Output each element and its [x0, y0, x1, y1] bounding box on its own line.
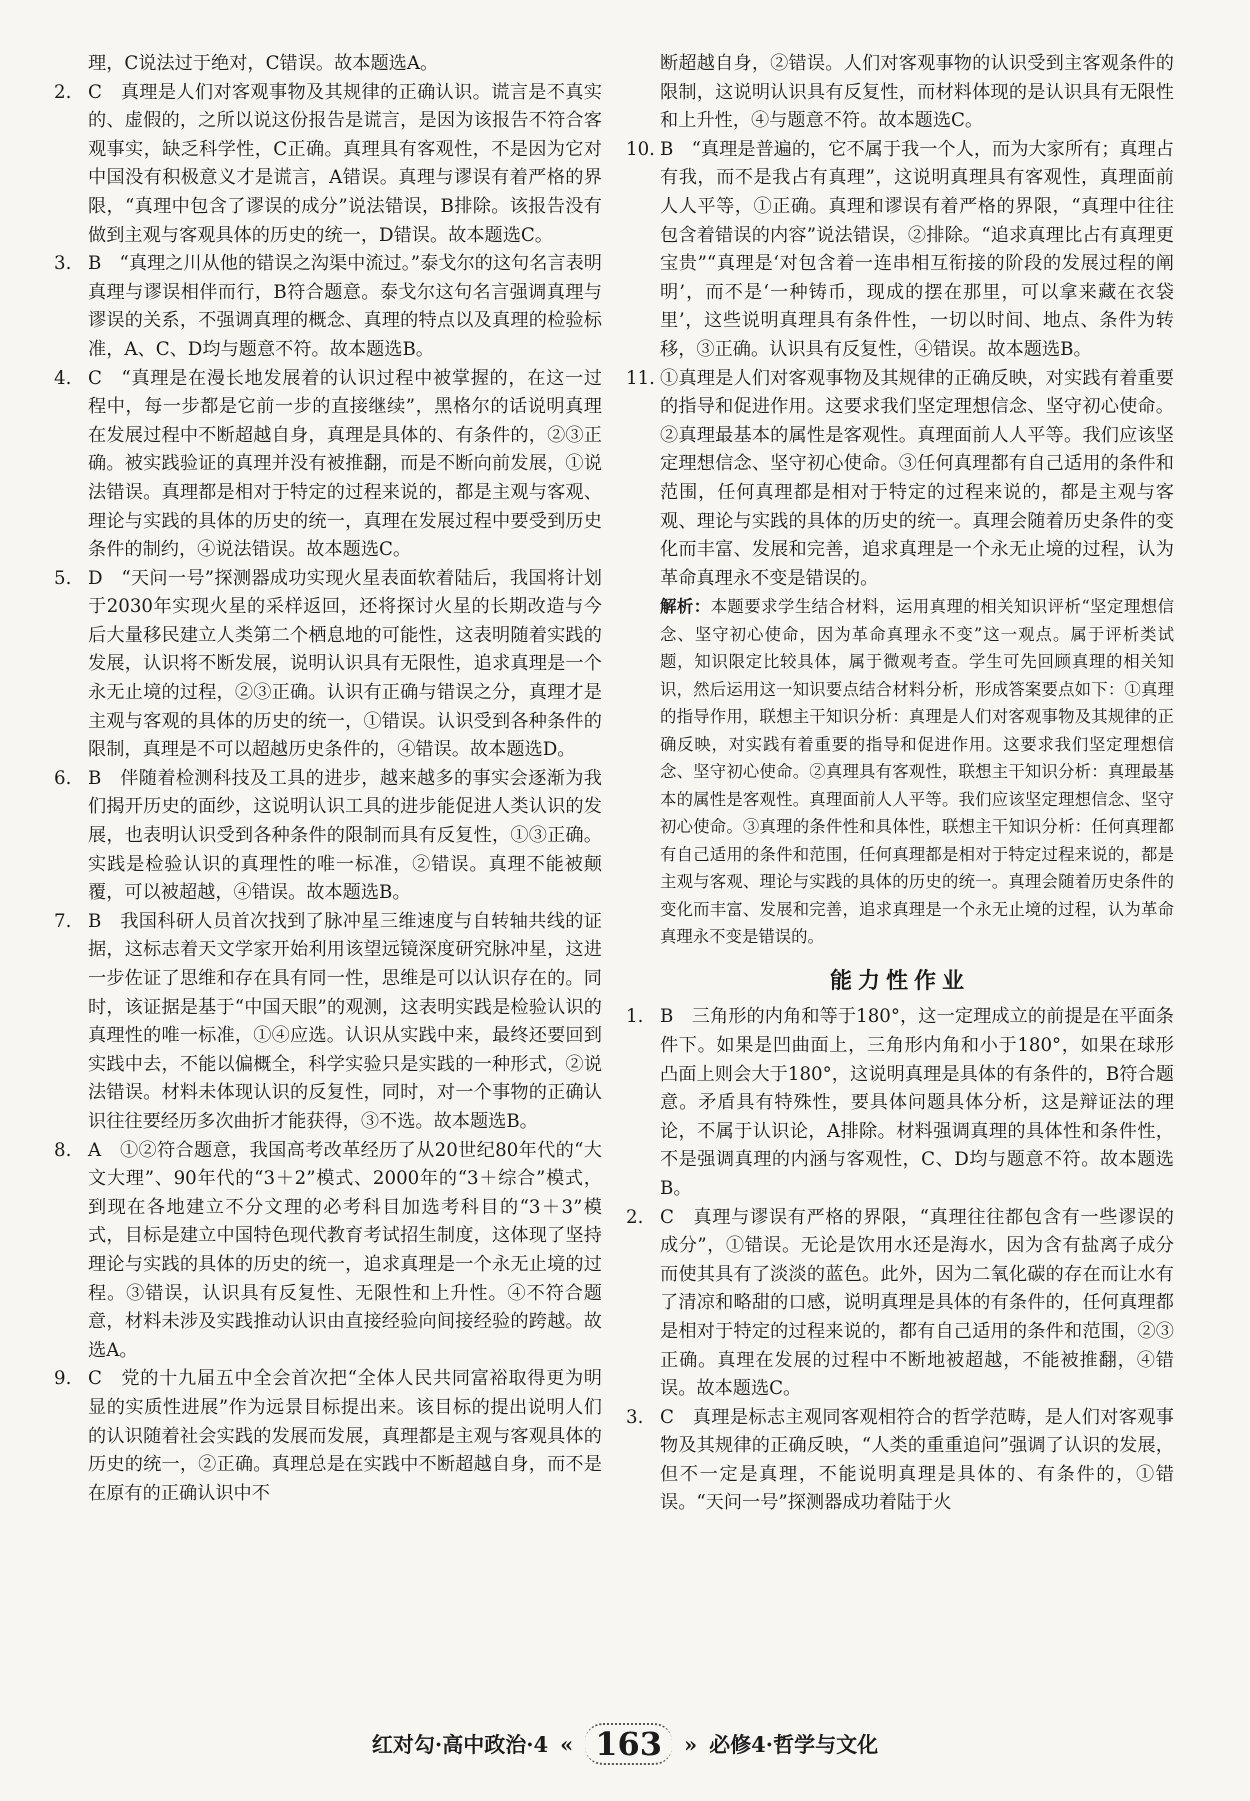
footer-right-mark: »: [684, 1731, 698, 1757]
answer-number: 3.: [54, 253, 72, 275]
answer-number: 9.: [54, 1368, 72, 1390]
answer-number: 8.: [54, 1139, 72, 1161]
answer-text: ①真理是人们对客观事物及其规律的正确反映，对实践有着重要的指导和促进作用。这要求我们坚定理想信念、坚守初心使命。②真理最基本的属性是客观性。真理面前人人平等。我们应该坚定理想信念、坚守初心使命。③任何真理都有自己适用的条件和范围，任何真理都是相对于特定的过程来说的，都是主观与客观、理论与实践的具体的历史的统一。真理会随着历史条件的变化而丰富、发展和完善，追求真理是一个永无止境的过程，认为革命真理永不变是错误的。: [660, 367, 1174, 589]
answer-number: 11.: [626, 367, 655, 389]
answer-item: [626, 365, 1174, 594]
page-number: 163: [585, 1723, 672, 1765]
answer-text: B 伴随着检测科技及工具的进步，越来越多的事实会逐渐为我们揭开历史的面纱，这说明认识工具的进步能促进人类认识的发展，也表明认识受到各种条件的限制而具有反复性，①③正确。实践是检验认识的真理性的唯一标准，②错误。真理不能被颠覆，可以被超越，④错误。故本题选B。: [88, 767, 602, 904]
answer-text: C 党的十九届五中全会首次把“全体人民共同富裕取得更为明显的实质性进展”作为远景目标提出来。该目标的提出说明人们的认识随着社会实践的发展而发展，真理都是主观与客观具体的历史的统一，②正确。真理总是在实践中不断超越自身，而不是在原有的正确认识中不: [88, 1368, 602, 1504]
answer-item: [626, 1003, 1174, 1203]
answer-item: [54, 1137, 602, 1366]
answer-text: C 真理与谬误有严格的界限，“真理往往都包含有一些谬误的成分”，①错误。无论是饮用水还是海水，因为含有盐离子成分而使其具有了淡淡的蓝色。此外，因为二氧化碳的存在而让水有了清凉和略甜的口感，说明真理是具体的有条件的，任何真理都是相对于特定的过程来说的，都有自己适用的条件和范围，②③正确。真理在发展的过程中不断地被超越，不能被推翻，④错误。故本题选C。: [660, 1206, 1174, 1400]
answer-item: [54, 765, 602, 908]
answer-item: [54, 365, 602, 565]
answer-item: [626, 136, 1174, 365]
answer-number: 10.: [626, 138, 655, 160]
answer-number: 1.: [626, 1006, 644, 1028]
answer-item: [54, 250, 602, 364]
answer-item: [54, 1365, 602, 1508]
page-footer: [0, 1722, 1250, 1766]
footer-volume-title: 必修4·哲学与文化: [709, 1732, 879, 1757]
answer-text: 断超越自身，②错误。人们对客观事物的认识受到主客观条件的限制，这说明认识具有反复性，而材料体现的是认识具有无限性和上升性，④与题意不符。故本题选C。: [660, 53, 1174, 132]
section-title: 能力性作业: [829, 967, 970, 994]
footer-left-mark: «: [560, 1731, 574, 1757]
answer-item: [54, 908, 602, 1137]
answer-number: 7.: [54, 910, 72, 932]
left-column: [54, 50, 602, 1508]
answer-text: C 真理是标志主观同客观相符合的哲学范畴，是人们对客观事物及其规律的正确反映，“人类的重重追问”强调了认识的发展，但不一定是真理，不能说明真理是具体的、有条件的，①错误。“天问一号”探测器成功着陆于火: [660, 1406, 1174, 1514]
answer-number: 2.: [626, 1206, 644, 1228]
answer-text: C 真理是人们对客观事物及其规律的正确认识。谎言是不真实的、虚假的，之所以说这份报告是谎言，是因为该报告不符合客观事实，缺乏科学性，C正确。真理具有客观性，不是因为它对中国没有积极意义才是谎言，A错误。真理与谬误有着严格的界限，“真理中包含了谬误的成分”说法错误，B排除。该报告没有做到主观与客观具体的历史的统一，D错误。故本题选C。: [88, 81, 602, 246]
answer-number: 5.: [54, 567, 72, 589]
answer-text: 理，C说法过于绝对，C错误。故本题选A。: [88, 53, 439, 74]
analysis-block: [626, 593, 1174, 951]
analysis-label: 解析：: [660, 597, 711, 617]
answer-text: B 三角形的内角和等于180°，这一定理成立的前提是在平面条件下。如果是凹曲面上，三角形内角和小于180°，如果在球形凸面上则会大于180°，这说明真理是具体的有条件的，B符合题意。矛盾具有特殊性，要具体问题具体分析，这是辩证法的理论，不属于认识论，A排除。材料强调真理的具体性和条件性，不是强调真理的内涵与客观性，C、D均与题意不符。故本题选B。: [660, 1006, 1174, 1199]
answer-number: 6.: [54, 767, 72, 789]
answer-text: B “真理之川从他的错误之沟渠中流过。”泰戈尔的这句名言表明真理与谬误相伴而行，B符合题意。泰戈尔这句名言强调真理与谬误的关系，不强调真理的概念、真理的特点以及真理的检验标准，A、C、D均与题意不符。故本题选B。: [88, 253, 602, 360]
answer-text: B 我国科研人员首次找到了脉冲星三维速度与自转轴共线的证据，这标志着天文学家开始利用该望远镜深度研究脉冲星，这进一步佐证了思维和存在具有同一性，思维是可以认识存在的。同时，该证据是基于“中国天眼”的观测，这表明实践是检验认识的真理性的唯一标准，①④应选。认识从实践中来，最终还要回到实践中去，不能以偏概全，科学实验只是实践的一种形式，②说法错误。材料未体现认识的反复性，同时，对一个事物的正确认识往往要经历多次曲折才能获得，③不选。故本题选B。: [88, 910, 602, 1132]
answer-text: A ①②符合题意，我国高考改革经历了从20世纪80年代的“大文大理”、90年代的“3＋2”模式、2000年的“3＋综合”模式，到现在各地建立不分文理的必考科目加选考科目的“3＋3”模式，目标是建立中国特色现代教育考试招生制度，这体现了坚持理论与实践的具体的历史的统一，追求真理是一个永无止境的过程。③错误，认识具有反复性、无限性和上升性。④不符合题意，材料未涉及实践推动认识由直接经验向间接经验的跨越。故选A。: [88, 1139, 602, 1361]
answer-item: [626, 1404, 1174, 1518]
analysis-text: 本题要求学生结合材料，运用真理的相关知识评析“坚定理想信念、坚守初心使命，因为革命真理永不变”这一观点。属于评析类试题，知识限定比较具体，属于微观考查。学生可先回顾真理的相关知识，然后运用这一知识要点结合材料分析，形成答案要点如下：①真理的指导作用，联想主干知识分析：真理是人们对客观事物及其规律的正确反映，对实践有着重要的指导和促进作用。这要求我们坚定理想信念、坚守初心使命。②真理具有客观性，联想主干知识分析：真理最基本的属性是客观性。真理面前人人平等。我们应该坚定理想信念、坚守初心使命。③真理的条件性和具体性，联想主干知识分析：任何真理都有自己适用的条件和范围，任何真理都是相对于特定过程来说的，都是主观与客观、理论与实践的具体的历史的统一。真理会随着历史条件的变化而丰富、发展和完善，追求真理是一个永无止境的过程，认为革命真理永不变是错误的。: [660, 597, 1174, 947]
answer-number: 2.: [54, 81, 72, 103]
answer-number: 3.: [626, 1406, 644, 1428]
answer-text: D “天问一号”探测器成功实现火星表面软着陆后，我国将计划于2030年实现火星的采样返回，还将探讨火星的长期改造与今后大量移民建立人类第二个栖息地的可能性，这表明随着实践的发展，认识将不断发展，说明认识具有无限性，追求真理是一个永无止境的过程，②③正确。认识有正确与错误之分，真理才是主观与客观的具体的历史的统一，①错误。认识受到各种条件的限制，真理是不可以超越历史条件的，④错误。故本题选D。: [88, 567, 602, 761]
right-column: [626, 50, 1174, 1518]
answer-text: C “真理是在漫长地发展着的认识过程中被掌握的，在这一过程中，每一步都是它前一步的直接继续”，黑格尔的话说明真理在发展过程中不断超越自身，真理是具体的、有条件的，②③正确。被实践验证的真理并没有被推翻，而是不断向前发展，①说法错误。真理都是相对于特定的过程来说的，都是主观与客观、理论与实践的具体的历史的统一，真理在发展过程中要受到历史条件的制约，④说法错误。故本题选C。: [88, 367, 602, 561]
answer-item: [626, 1204, 1174, 1404]
answer-item: [54, 79, 602, 251]
answer-item: [626, 50, 1174, 136]
answer-text: B “真理是普遍的，它不属于我一个人，而为大家所有；真理占有我，而不是我占有真理”，这说明真理具有客观性，真理面前人人平等，①正确。真理和谬误有着严格的界限，“真理中往往包含着错误的内容”说法错误，②排除。“追求真理比占有真理更宝贵”“真理是‘对包含着一连串相互衔接的阶段的发展过程的阐明’，而不是‘一种铸币，现成的摆在那里，可以拿来藏在衣袋里’，这些说明真理具有条件性，一切以时间、地点、条件为转移，③正确。认识具有反复性，④错误。故本题选B。: [660, 138, 1174, 360]
answer-item: [54, 50, 602, 79]
answer-item: [54, 565, 602, 765]
footer-book-title: 红对勾·高中政治·4: [371, 1732, 549, 1757]
answer-number: 4.: [54, 367, 72, 389]
